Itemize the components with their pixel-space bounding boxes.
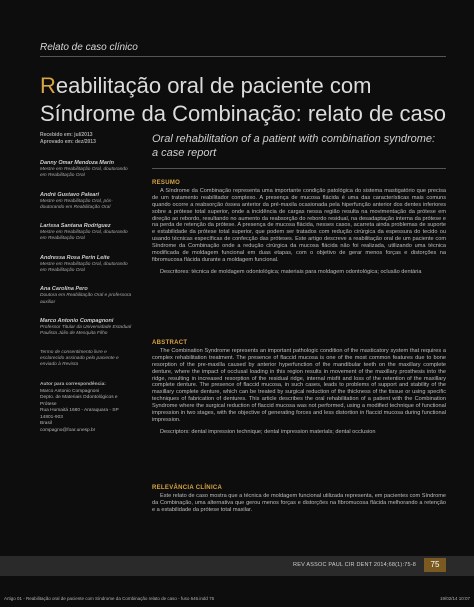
received-dates [40, 132, 132, 146]
abstract-heading: ABSTRACT [152, 340, 188, 346]
english-title: Oral rehabilitation of a patient with combination syndrome: a case report [152, 133, 436, 159]
correspondence-line: 14801-903 [40, 414, 63, 420]
article-title [40, 72, 460, 128]
author-block [40, 160, 132, 180]
page-number: 75 [424, 558, 446, 572]
author-affiliation: Mestre em Reabilitação Oral, pós-doutorando em Reabilitação Oral [40, 198, 113, 210]
abstract-descriptors: Descriptors: dental impression technique; dental impression materials; dental occlusion [160, 428, 376, 435]
section-label: Relato de caso clínico [40, 42, 138, 53]
print-slug-date: 19/02/14 10:07 [439, 596, 470, 601]
author-name: Marco Antonio Compagnoni [40, 317, 114, 324]
author-block [40, 255, 132, 275]
author-name: Danny Omar Mendoza Marin [40, 160, 114, 166]
correspondence [40, 382, 132, 434]
author-affiliation: Professor Titular da Universidade Estadual Paulista Júlio de Mesquita Filho [40, 324, 132, 337]
relevancia-section [152, 485, 446, 514]
correspondence-label: Autor para correspondência: [40, 382, 106, 388]
title-line1: eabilitação oral de paciente com [55, 73, 372, 98]
en-title-rule [152, 168, 446, 169]
author-block [40, 318, 132, 338]
relevancia-text: Este relato de caso mostra que a técnica de moldagem funcional utilizada representa, em pacientes com Síndrome da Combinação, uma alternativa que gerou menos forças e distorções na fibromucosa flácida melhorando a retenção e a estabilidade da prótese total maxilar. [152, 492, 446, 513]
abstract-section [152, 340, 446, 436]
relevancia-heading: RELEVÂNCIA CLÍNICA [152, 485, 223, 491]
resumo-section [152, 180, 446, 276]
abstract-text: The Combination Syndrome represents an important pathologic condition of the masticatory system that requires a complex rehabilitation treatment. The presence of flaccid mucosa is one of the most common features due to bone resorption of the pre-maxilla caused by anterior hyperfunction of the mandibular teeth on the maxillary complete denture, where the impact of occlusal loading in this region results in movement of the maxillary prosthesis into the ridge, resulting in increased resorption of the residual ridge, internal misfit and loss of the retention of the maxillary complete denture. The presence of flaccid mucosa, in such cases, leads to problems of support and stability of the maxillary complete denture, which can be treated by surgical reduction of the thickness of the tissue or using specific techniques of fabrication of dentures. This article describes the oral rehabilitation of a patient with the Combination Syndrome where the surgical reduction of flaccid mucosa was not performed, using a modified technique of functional impression in two stages, with the objective of generating forces and less distortion in flaccid mucosa during functional impression. [152, 347, 446, 423]
sidebar [40, 132, 132, 434]
print-slug [0, 596, 474, 601]
author-name: Andressa Rosa Perin Leite [40, 254, 110, 261]
author-block [40, 286, 132, 306]
journal-reference: REV ASSOC PAUL CIR DENT 2014;68(1):75-8 [293, 562, 416, 568]
resumo-text: A Síndrome da Combinação representa uma importante condição patológica do sistema mastigatório que precisa de um tratamento reabilitador complexo. A presença de mucosa flácida é uma das características mais comuns quando ocorre a reabsorção óssea anterior da pré-maxila ocasionada pela hiperfunção anterior dos dentes inferiores sobre a prótese total superior, onde a incidência de cargas nessa região resulta na movimentação da prótese em direção ao rebordo, resultando no aumento da reabsorção do rebordo residual, na desadaptação interna da prótese e na perda de retenção da prótese. A presença de mucosa flácida, nesses casos, acarreta ainda problemas de suporte e estabilidade da prótese total superior, que podem ser tratados com redução cirúrgica da espessura do tecido ou usando técnicas específicas de confecção das próteses. Este artigo descreve a reabilitação oral de um paciente com Síndrome da Combinação onde a redução cirúrgica da mucosa flácida não foi realizada, utilizando uma técnica modificada de moldagem funcional em duas etapas, com o objetivo de gerar menos forças e distorções na fibromucosa flácida durante a moldagem funcional. [152, 187, 446, 263]
title-initial: R [40, 73, 56, 98]
author-name: Ana Carolina Pero [40, 286, 88, 293]
author-affiliation: Doutora em Reabilitação Oral e professora auxiliar [40, 293, 132, 305]
correspondence-line: Marco Antonio Compagnoni [40, 388, 100, 394]
author-affiliation: Mestre em Reabilitação Oral, doutorando em Reabilitação Oral [40, 167, 128, 179]
header-rule [40, 56, 446, 57]
author-block [40, 192, 132, 212]
author-name: Larissa Santana Rodriguez [40, 223, 111, 230]
print-slug-file: Artigo 01 - Reabilitação oral de paciente com Síndrome da Combinação relato de caso - fuso 646.indd 75 [4, 596, 215, 601]
author-affiliation: Mestre em Reabilitação Oral, doutorando em Reabilitação Oral [40, 261, 128, 274]
approved-date: Aprovado em: dez/2013 [40, 139, 96, 145]
author-block [40, 223, 132, 243]
received-date: Recebido em: jul/2013 [40, 132, 93, 138]
consent-note: Termo de consentimento livre e esclarecido assinado pelo paciente e enviado à Revista [40, 349, 119, 368]
author-affiliation: Mestre em Reabilitação Oral, doutorando em Reabilitação Oral [40, 230, 128, 242]
title-line2: Síndrome da Combinação: relato de caso [40, 101, 447, 126]
correspondence-line: Rua Humaitá 1680 - Araraquara - SP [40, 408, 119, 414]
resumo-heading: RESUMO [152, 180, 181, 186]
correspondence-email: compagno@foar.unesp.br [40, 427, 96, 433]
resumo-descriptors: Descritores: técnica de moldagem odontológica; materiais para moldagem odontológica; oclusão dentária [160, 268, 422, 275]
correspondence-line: Brasil [40, 421, 52, 427]
correspondence-line: Depto. de Materiais Odontológicos e Prótese [40, 395, 118, 407]
author-name: André Gustavo Paleari [40, 191, 99, 198]
